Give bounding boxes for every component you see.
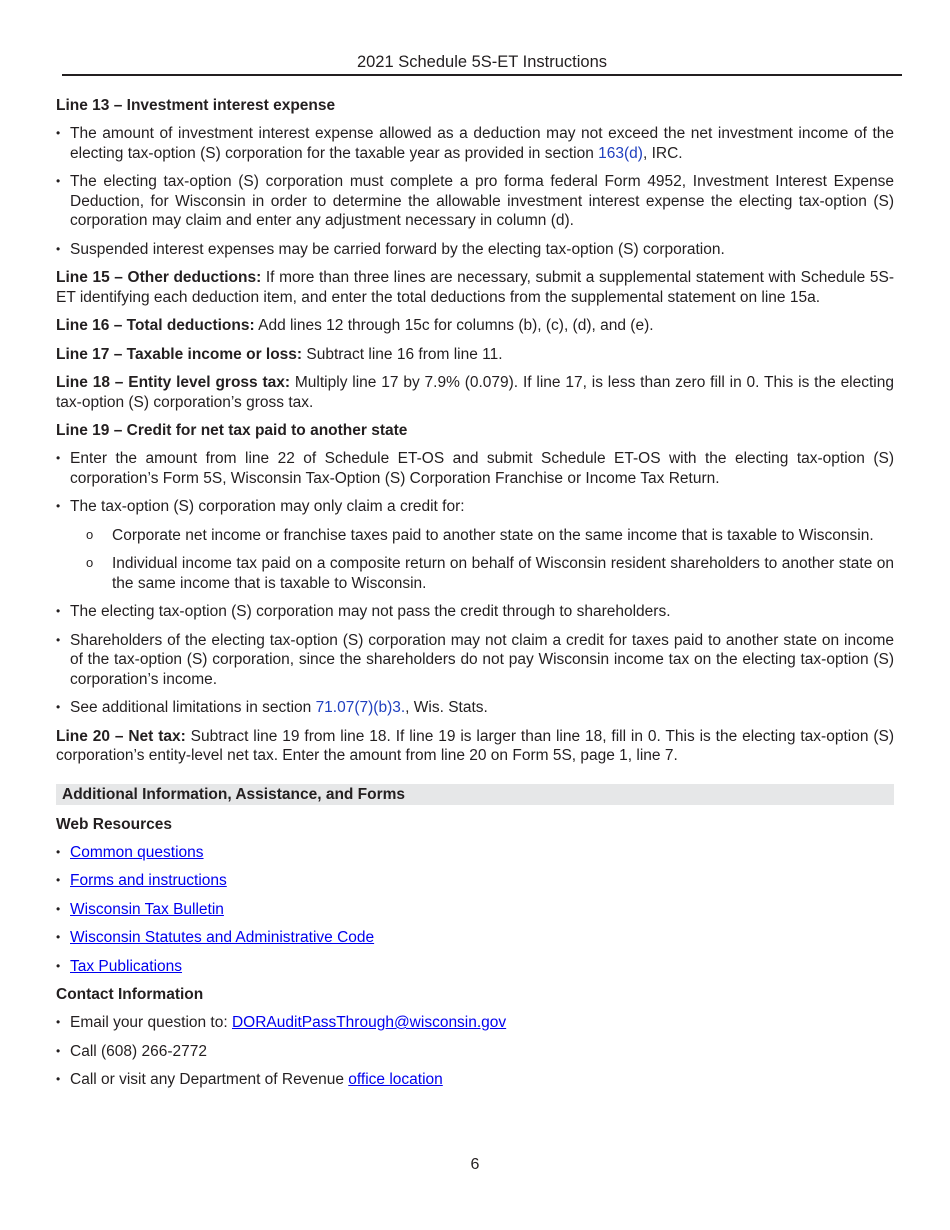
list-item <box>56 871 894 891</box>
contact-heading: Contact Information <box>56 986 204 1003</box>
sub-list-item: o Individual income tax paid on a composite return on behalf of Wisconsin resident shareholders to another state on the same income that is taxable to Wisconsin. <box>70 554 894 593</box>
list-item <box>56 843 894 863</box>
line19-b5-suffix: , Wis. Stats. <box>405 699 488 716</box>
tax-publications-link[interactable]: Tax Publications <box>70 957 183 975</box>
line18-paragraph <box>56 373 894 412</box>
list-item <box>56 124 894 163</box>
line17-paragraph <box>56 345 894 365</box>
line20-text: Subtract line 19 from line 18. If line 19 is larger than line 18, fill in 0. This is the electing tax-option (S) corporation’s entity-level net tax. Enter the amount from line 20 on Form 5S, page 1, line 7. <box>56 727 894 764</box>
line17-label: Line 17 – Taxable income or loss: <box>56 345 303 363</box>
list-item: • The electing tax-option (S) corporation may not pass the credit through to shareholders. <box>56 602 894 622</box>
line20-label: Line 20 – Net tax: <box>56 727 186 745</box>
list-item <box>56 497 894 593</box>
line16-label: Line 16 – Total deductions: <box>56 317 255 334</box>
page-header: 2021 Schedule 5S-ET Instructions <box>62 52 902 76</box>
line16-paragraph <box>56 316 894 336</box>
page-number: 6 <box>470 1156 480 1173</box>
list-item: • Shareholders of the electing tax-option (S) corporation may not claim a credit for taxes paid to another state on income of the tax-option (S) corporation, since the shareholders do not pay Wisconsin income tax on the electing tax-option (S) corporation’s income. <box>56 631 894 690</box>
forms-instructions-link[interactable]: Forms and instructions <box>70 872 227 889</box>
email-label: Email your question to: <box>70 1014 232 1031</box>
email-link[interactable]: DORAuditPassThrough@wisconsin.gov <box>231 1014 507 1031</box>
list-item: • The electing tax-option (S) corporation must complete a pro forma federal Form 4952, Investment Interest Expense Deduction, for Wisconsin in order to determine the allowable investment interest expense the electing tax-option (S) corporation may claim and enter any adjustment necessary in column (d). <box>56 172 894 231</box>
line18-label: Line 18 – Entity level gross tax: <box>56 374 291 391</box>
line16-text: Add lines 12 through 15c for columns (b), (c), (d), and (e). <box>254 317 654 334</box>
office-location-link[interactable]: office location <box>348 1071 443 1088</box>
list-item: • Suspended interest expenses may be carried forward by the electing tax-option (S) corporation. <box>56 240 894 260</box>
list-item <box>56 1070 894 1090</box>
line13-b1-suffix: , IRC. <box>642 144 683 162</box>
page-content <box>56 96 894 1099</box>
list-item: • Call (608) 266-2772 <box>56 1042 894 1062</box>
line19-b2-text: The tax-option (S) corporation may only claim a credit for: <box>70 498 465 515</box>
statutes-code-link[interactable]: Wisconsin Statutes and Administrative Code <box>70 929 375 946</box>
list-item <box>56 900 894 920</box>
line18-text: Multiply line 17 by 7.9% (0.079). If line 17, is less than zero fill in 0. This is the electing tax-option (S) corporation’s gross tax. <box>56 374 894 411</box>
line19-list <box>56 449 894 718</box>
line13-list <box>56 124 894 259</box>
list-item <box>56 957 894 977</box>
line20-paragraph <box>56 727 894 766</box>
list-item: • Enter the amount from line 22 of Schedule ET-OS and submit Schedule ET-OS with the electing tax-option (S) corporation’s Form 5S, Wisconsin Tax-Option (S) Corporation Franchise or Income Tax Return. <box>56 449 894 488</box>
visit-label: Call or visit any Department of Revenue <box>70 1071 349 1088</box>
line13-b1-text: The amount of investment interest expense allowed as a deduction may not exceed the net investment income of the electing tax-option (S) corporation for the taxable year as provided in section <box>70 125 894 162</box>
web-resources-list <box>56 843 894 977</box>
line19-heading: Line 19 – Credit for net tax paid to another state <box>56 422 408 439</box>
contact-list <box>56 1013 894 1090</box>
line13-heading: Line 13 – Investment interest expense <box>56 97 336 114</box>
line17-text: Subtract line 16 from line 11. <box>302 345 503 363</box>
additional-info-section-title: Additional Information, Assistance, and Forms <box>56 784 894 805</box>
list-item <box>56 1013 894 1033</box>
common-questions-link[interactable]: Common questions <box>70 843 204 861</box>
section-163d-link[interactable]: 163(d) <box>598 144 643 162</box>
line15-label: Line 15 – Other deductions: <box>56 269 262 286</box>
web-resources-heading: Web Resources <box>56 815 173 833</box>
line19-sublist <box>70 526 894 594</box>
line15-paragraph <box>56 268 894 307</box>
line19-b5-text: See additional limitations in section <box>70 699 316 716</box>
line15-text: If more than three lines are necessary, submit a supplemental statement with Schedule 5S-ET identifying each deduction item, and enter the total deductions from the supplemental statement on line 15a. <box>56 269 894 306</box>
list-item <box>56 928 894 948</box>
sub-list-item: o Corporate net income or franchise taxes paid to another state on the same income that is taxable to Wisconsin. <box>70 526 894 546</box>
list-item <box>56 698 894 718</box>
section-71-link[interactable]: 71.07(7)(b)3. <box>315 699 406 716</box>
tax-bulletin-link[interactable]: Wisconsin Tax Bulletin <box>70 900 224 918</box>
